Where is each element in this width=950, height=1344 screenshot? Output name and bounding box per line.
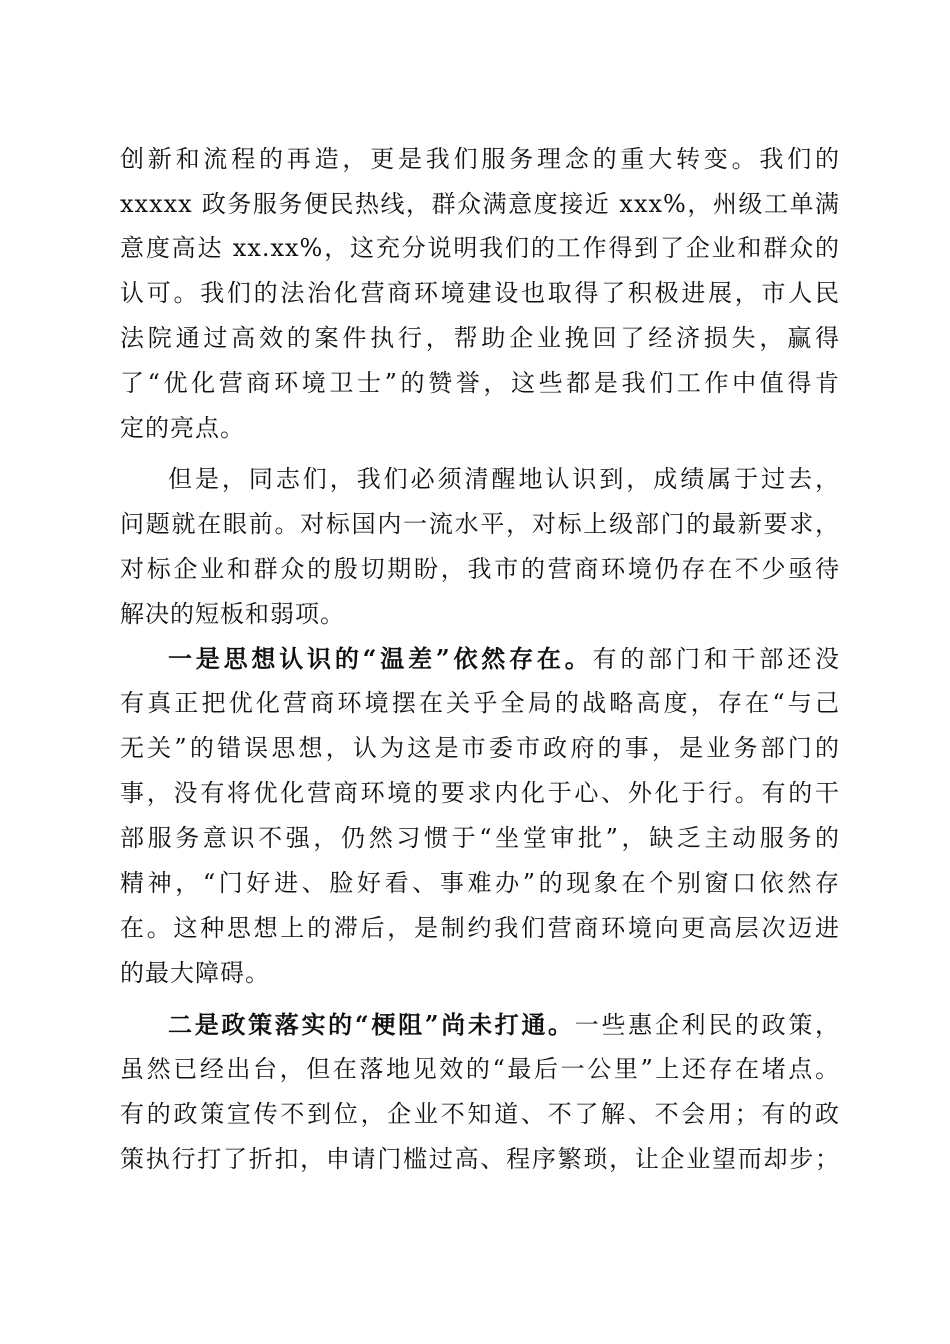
text-line: 部服务意识不强，仍然习惯于“坐堂审批”，缺乏主动服务的 bbox=[120, 824, 840, 852]
text-line: 在。这种思想上的滞后，是制约我们营商环境向更高层次迈进 bbox=[120, 914, 840, 942]
inline-heading: 二是政策落实的“梗阻”尚未打通。 bbox=[168, 1010, 575, 1039]
text-line: 法院通过高效的案件执行，帮助企业挽回了经济损失，赢得 bbox=[120, 324, 840, 352]
text-line: 事，没有将优化营商环境的要求内化于心、外化于行。有的干 bbox=[120, 779, 840, 807]
text-line: 有的政策宣传不到位，企业不知道、不了解、不会用；有的政 bbox=[120, 1100, 840, 1128]
text-run: 一些惠企利民的政策， bbox=[574, 1011, 841, 1039]
text-line: 精神，“门好进、脸好看、事难办”的现象在个别窗口依然存 bbox=[120, 869, 840, 897]
text-line: 解决的短板和弱项。 bbox=[120, 600, 345, 628]
inline-heading: 一是思想认识的“温差”依然存在。 bbox=[168, 644, 593, 673]
text-line: 创新和流程的再造，更是我们服务理念的重大转变。我们的 bbox=[120, 145, 840, 173]
text-line: 无关”的错误思想，认为这是市委市政府的事，是业务部门的 bbox=[120, 734, 840, 762]
text-line: 问题就在眼前。对标国内一流水平，对标上级部门的最新要求， bbox=[120, 510, 840, 538]
text-line: 策执行打了折扣，申请门槛过高、程序繁琐，让企业望而却步； bbox=[120, 1145, 840, 1173]
text-line: 定的亮点。 bbox=[120, 414, 245, 442]
text-line: 认可。我们的法治化营商环境建设也取得了积极进展，市人民 bbox=[120, 279, 840, 307]
text-line: 意度高达 xx.xx%，这充分说明我们的工作得到了企业和群众的 bbox=[120, 234, 840, 262]
text-line: 有真正把优化营商环境摆在关乎全局的战略高度，存在“与己 bbox=[120, 689, 840, 717]
text-line: 对标企业和群众的殷切期盼，我市的营商环境仍存在不少亟待 bbox=[120, 555, 840, 583]
text-line: 了“优化营商环境卫士”的赞誉，这些都是我们工作中值得肯 bbox=[120, 369, 840, 397]
text-line-with-heading bbox=[168, 636, 840, 681]
text-line: 虽然已经出台，但在落地见效的“最后一公里”上还存在堵点。 bbox=[120, 1055, 840, 1083]
text-line: xxxxx 政务服务便民热线，群众满意度接近 xxx%，州级工单满 bbox=[120, 190, 840, 218]
text-line-with-heading bbox=[168, 1002, 840, 1047]
text-run: 有的部门和干部还没 bbox=[592, 645, 841, 673]
text-line: 的最大障碍。 bbox=[120, 959, 270, 987]
text-line: 但是，同志们，我们必须清醒地认识到，成绩属于过去， bbox=[168, 465, 840, 493]
